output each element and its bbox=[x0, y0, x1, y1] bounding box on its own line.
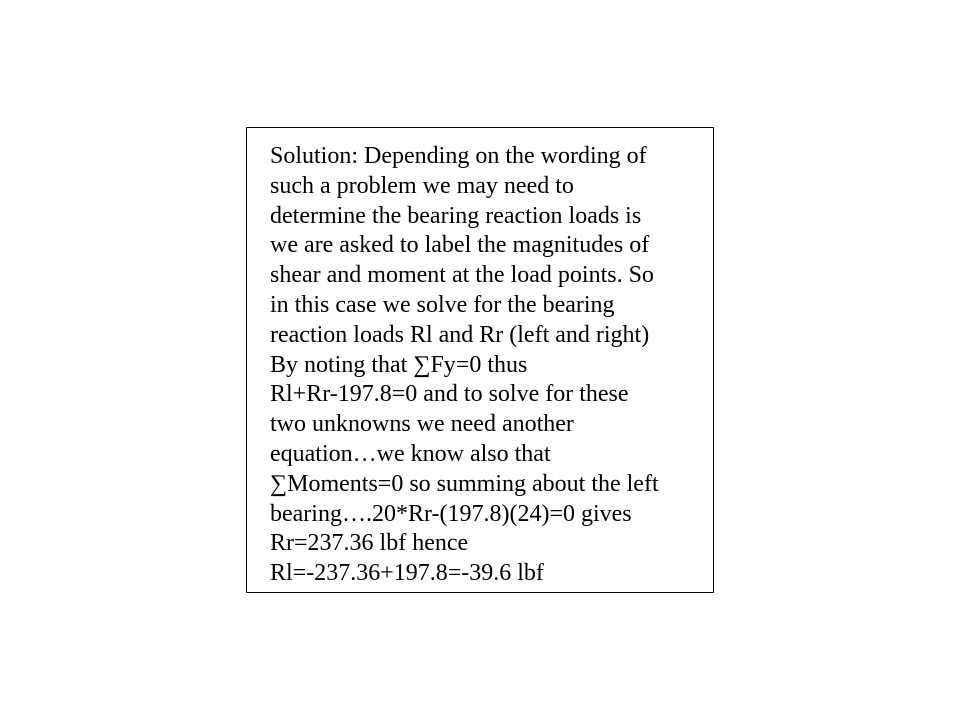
solution-line: determine the bearing reaction loads is bbox=[270, 202, 642, 229]
solution-line: Rl+Rr-197.8=0 and to solve for these bbox=[270, 381, 629, 408]
solution-line: reaction loads Rl and Rr (left and right) bbox=[270, 321, 650, 348]
solution-line: shear and moment at the load points. So bbox=[270, 262, 654, 289]
solution-text bbox=[270, 142, 659, 589]
solution-line: two unknowns we need another bbox=[270, 411, 574, 438]
solution-text-box bbox=[246, 127, 714, 593]
solution-line: such a problem we may need to bbox=[270, 172, 574, 199]
solution-line: ∑Moments=0 so summing about the left bbox=[270, 470, 659, 497]
solution-line: we are asked to label the magnitudes of bbox=[270, 232, 650, 259]
solution-line: By noting that ∑Fy=0 thus bbox=[270, 351, 528, 378]
solution-line: Solution: Depending on the wording of bbox=[270, 143, 647, 169]
solution-line: Rr=237.36 lbf hence bbox=[270, 530, 469, 557]
solution-line: equation…we know also that bbox=[270, 440, 551, 467]
solution-line: bearing….20*Rr-(197.8)(24)=0 gives bbox=[270, 500, 632, 527]
solution-line: Rl=-237.36+197.8=-39.6 lbf bbox=[270, 560, 544, 587]
solution-line: in this case we solve for the bearing bbox=[270, 291, 615, 318]
